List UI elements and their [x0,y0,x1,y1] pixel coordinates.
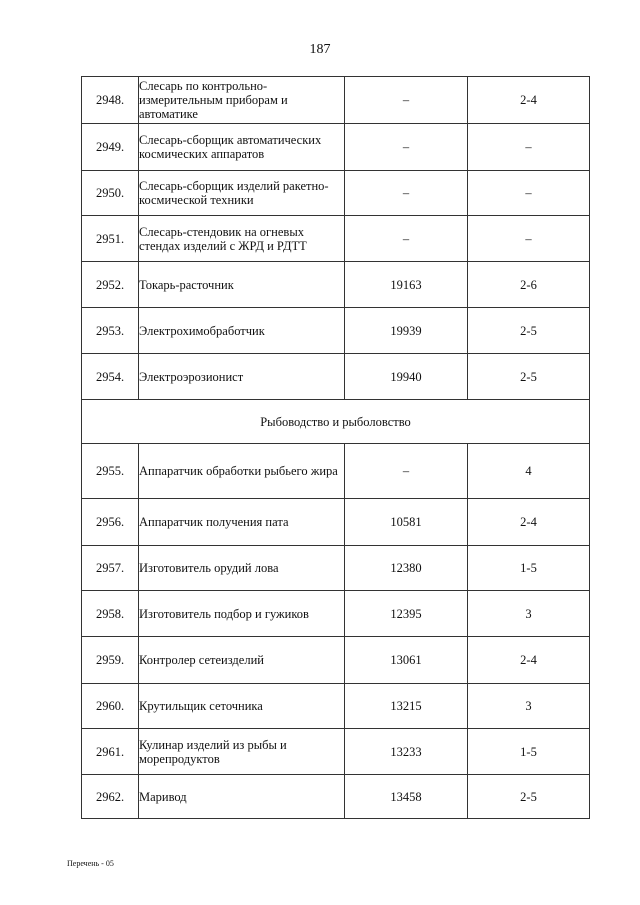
profession-table [81,76,590,819]
profession-code: – [345,216,468,262]
profession-code: 19163 [345,262,468,308]
grade-range: 1-5 [468,729,590,775]
table-row [82,499,590,546]
row-number: 2948. [82,77,139,124]
grade-range: 3 [468,591,590,637]
row-number: 2962. [82,775,139,819]
profession-name: Контролер сетеизделий [139,637,345,684]
profession-name: Электроэрозионист [139,354,345,400]
row-number: 2954. [82,354,139,400]
table-row [82,171,590,216]
profession-code: – [345,444,468,499]
table-row [82,124,590,171]
table-row [82,354,590,400]
grade-range: 3 [468,684,590,729]
grade-range: 2-5 [468,775,590,819]
profession-name: Слесарь-сборщик автоматических космических аппаратов [139,124,345,171]
profession-name: Слесарь-сборщик изделий ракетно-космической техники [139,171,345,216]
profession-name: Кулинар изделий из рыбы и морепродуктов [139,729,345,775]
table-row [82,684,590,729]
profession-code: 12380 [345,546,468,591]
grade-range: – [468,216,590,262]
row-number: 2950. [82,171,139,216]
footer-note: Перечень - 05 [67,859,114,868]
profession-code: 19940 [345,354,468,400]
profession-name: Аппаратчик получения пата [139,499,345,546]
row-number: 2959. [82,637,139,684]
profession-name: Слесарь-стендовик на огневых стендах изделий с ЖРД и РДТТ [139,216,345,262]
profession-code: 13215 [345,684,468,729]
profession-code: 10581 [345,499,468,546]
table-row [82,729,590,775]
row-number: 2957. [82,546,139,591]
row-number: 2960. [82,684,139,729]
table-row [82,308,590,354]
profession-name: Электрохимобработчик [139,308,345,354]
row-number: 2951. [82,216,139,262]
profession-code: – [345,124,468,171]
grade-range: 1-5 [468,546,590,591]
profession-code: 19939 [345,308,468,354]
table-row [82,216,590,262]
table-row [82,637,590,684]
grade-range: 4 [468,444,590,499]
grade-range: – [468,171,590,216]
profession-name: Маривод [139,775,345,819]
profession-name: Слесарь по контрольно-измерительным приборам и автоматике [139,77,345,124]
grade-range: 2-5 [468,354,590,400]
grade-range: – [468,124,590,171]
profession-code: 13061 [345,637,468,684]
grade-range: 2-4 [468,499,590,546]
profession-code: 13233 [345,729,468,775]
profession-code: 13458 [345,775,468,819]
row-number: 2961. [82,729,139,775]
profession-name: Крутильщик сеточника [139,684,345,729]
table-row [82,591,590,637]
row-number: 2953. [82,308,139,354]
page-number: 187 [309,42,331,57]
profession-name: Токарь-расточник [139,262,345,308]
profession-name: Изготовитель орудий лова [139,546,345,591]
row-number: 2958. [82,591,139,637]
grade-range: 2-6 [468,262,590,308]
profession-name: Изготовитель подбор и гужиков [139,591,345,637]
row-number: 2955. [82,444,139,499]
row-number: 2949. [82,124,139,171]
profession-name: Аппаратчик обработки рыбьего жира [139,444,345,499]
row-number: 2956. [82,499,139,546]
table-row [82,262,590,308]
grade-range: 2-4 [468,637,590,684]
table-row [82,444,590,499]
row-number: 2952. [82,262,139,308]
grade-range: 2-5 [468,308,590,354]
profession-code: – [345,77,468,124]
table-row [82,775,590,819]
table-row [82,546,590,591]
profession-code: 12395 [345,591,468,637]
grade-range: 2-4 [468,77,590,124]
profession-code: – [345,171,468,216]
section-header-row [82,400,590,444]
table-row [82,77,590,124]
section-title: Рыбоводство и рыболовство [82,400,590,444]
